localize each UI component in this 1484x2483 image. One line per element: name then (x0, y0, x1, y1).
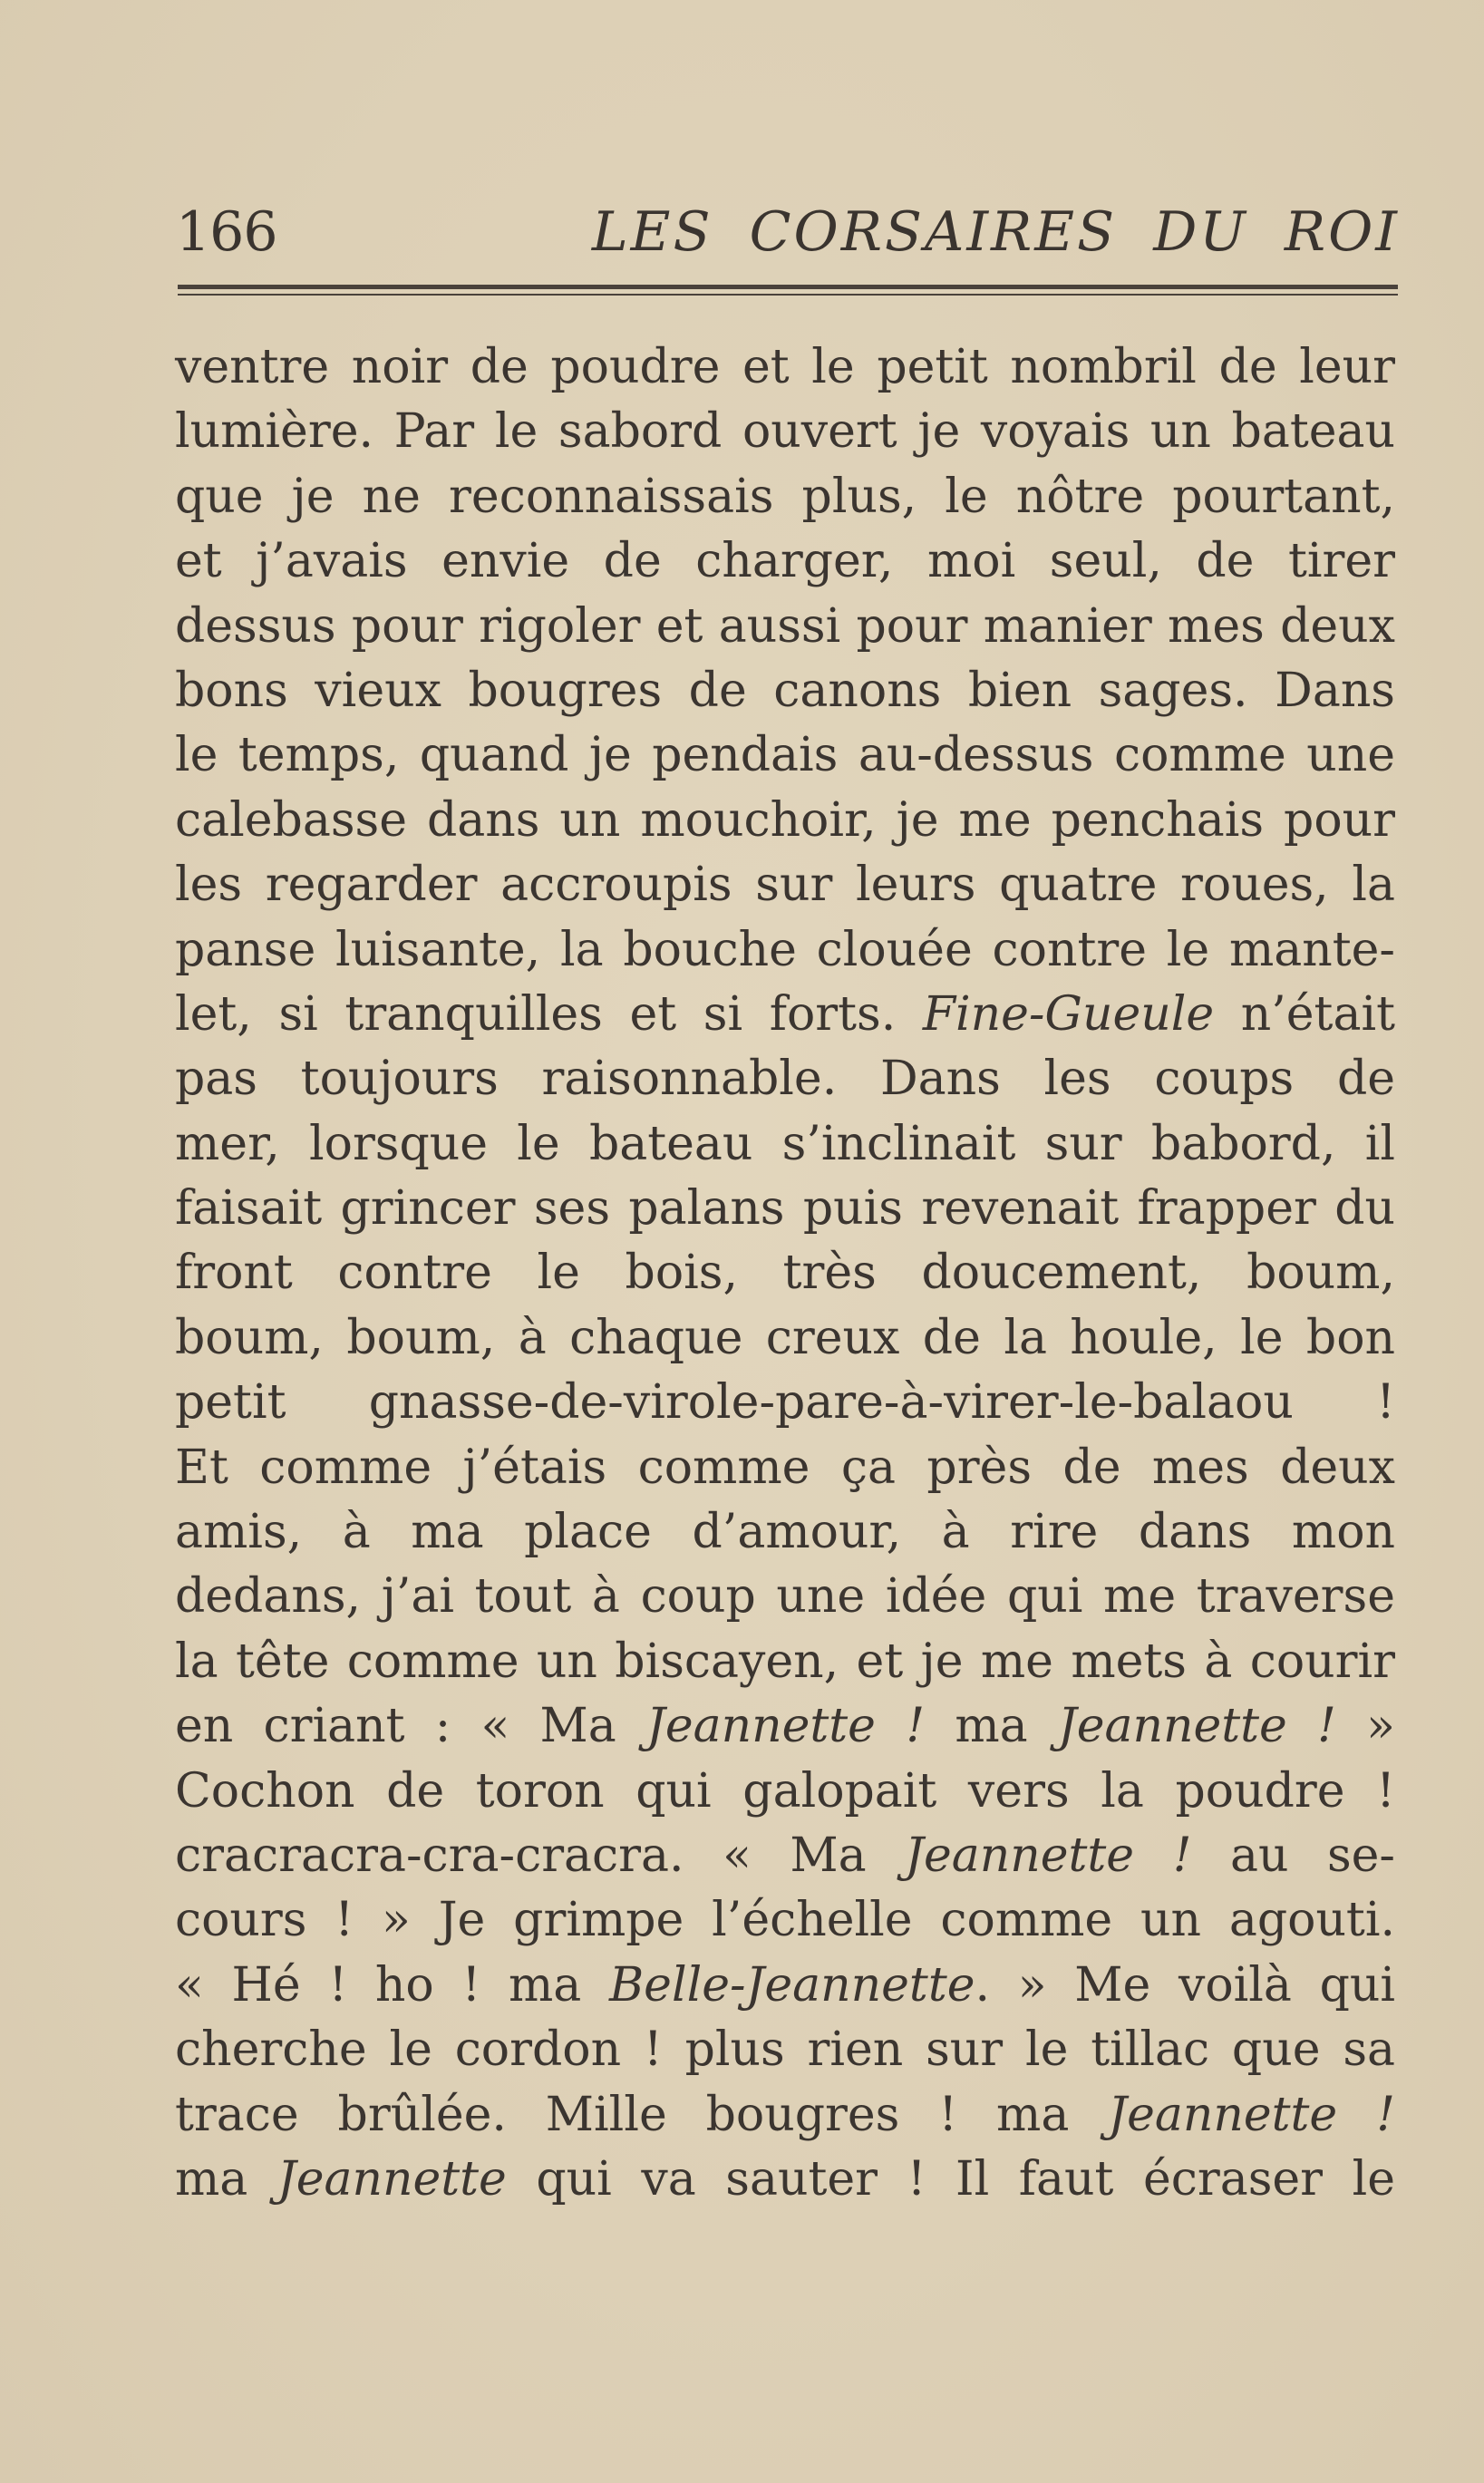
running-title: LES CORSAIRES DU ROI (591, 200, 1400, 264)
text-line: la tête comme un biscayen, et je me mets à courir (175, 1634, 1395, 1689)
text-line: Et comme j’étais comme ça près de mes deux (175, 1440, 1395, 1495)
text-line: en criant : « Ma Jeannette ! ma Jeannette ! » (175, 1699, 1395, 1754)
text-line: ventre noir de poudre et le petit nombril de leur (175, 340, 1395, 394)
ship-name-jeannette: Jeannette (276, 2151, 507, 2207)
text-line: dedans, j’ai tout à coup une idée qui me traverse (175, 1569, 1395, 1625)
text-line: cours ! » Je grimpe l’échelle comme un agouti. (175, 1893, 1395, 1948)
ship-name-jeannette: Jeannette ! (905, 1828, 1192, 1883)
ship-name-belle-jeannette: Belle-Jeannette (608, 1957, 975, 2013)
text-line: que je ne reconnaissais plus, le nôtre pourtant, (175, 469, 1395, 524)
text-line: cracracra-cra-cracra. « Ma Jeannette ! au se- (175, 1828, 1395, 1883)
ship-name-jeannette: Jeannette ! (646, 1699, 926, 1754)
text-line: « Hé ! ho ! ma Belle-Jeannette. » Me voilà qui (175, 1957, 1395, 2013)
text-line: lumière. Par le sabord ouvert je voyais un bateau (175, 404, 1395, 460)
text-line: dessus pour rigoler et aussi pour manier mes deux (175, 598, 1395, 654)
text-line: front contre le bois, très doucement, boum, (175, 1246, 1395, 1301)
text-line: boum, boum, à chaque creux de la houle, le bon (175, 1310, 1395, 1365)
text-line: cherche le cordon ! plus rien sur le tillac que sa (175, 2022, 1395, 2078)
text-line: let, si tranquilles et si forts. Fine-Gueule n’était (175, 986, 1395, 1042)
text-line: pas toujours raisonnable. Dans les coups de (175, 1052, 1395, 1107)
text-line: mer, lorsque le bateau s’inclinait sur babord, il (175, 1116, 1395, 1171)
text-line: faisait grincer ses palans puis revenait frapper du (175, 1181, 1395, 1237)
header-rule-thick (178, 285, 1398, 289)
text-line: trace brûlée. Mille bougres ! ma Jeannette ! (175, 2087, 1395, 2142)
text-line: ma Jeannette qui va sauter ! Il faut écraser le (175, 2151, 1395, 2207)
text-line: amis, à ma place d’amour, à rire dans mon (175, 1505, 1395, 1560)
ship-name-fine-gueule: Fine-Gueule (922, 986, 1215, 1042)
header-rule-thin (178, 294, 1398, 296)
ship-name-jeannette: Jeannette ! (1057, 1699, 1336, 1754)
page-number: 166 (176, 200, 277, 264)
text-line: petit gnasse-de-virole-pare-à-virer-le-balaou ! (175, 1375, 1395, 1431)
text-line: les regarder accroupis sur leurs quatre roues, la (175, 858, 1395, 913)
text-line: panse luisante, la bouche clouée contre le mante- (175, 922, 1395, 977)
page-header (176, 196, 1400, 268)
text-line: et j’avais envie de charger, moi seul, de tirer (175, 534, 1395, 589)
body-text (175, 335, 1395, 2212)
ship-name-jeannette: Jeannette ! (1108, 2087, 1395, 2142)
text-line: Cochon de toron qui galopait vers la poudre ! (175, 1763, 1395, 1819)
text-line: bons vieux bougres de canons bien sages. Dans (175, 663, 1395, 718)
text-line: calebasse dans un mouchoir, je me penchais pour (175, 792, 1395, 848)
text-line: le temps, quand je pendais au-dessus comme une (175, 728, 1395, 783)
